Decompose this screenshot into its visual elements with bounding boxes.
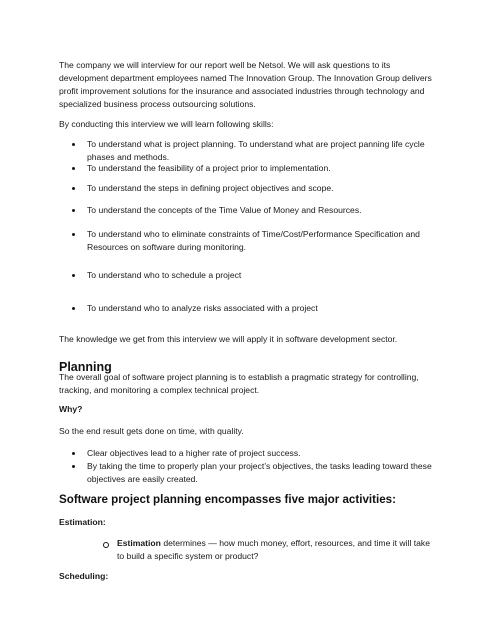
bullet-dot	[72, 143, 75, 146]
knowledge-paragraph: The knowledge we get from this interview we will apply it in software development sector.	[59, 334, 398, 344]
planning-heading: Planning	[59, 360, 112, 374]
skill-item: To understand the concepts of the Time Value of Money and Resources.	[87, 205, 362, 215]
skill-item: To understand who to eliminate constraints of Time/Cost/Performance Specification and Resources on software during monitoring.	[87, 229, 420, 252]
circle-bullet-icon	[103, 542, 109, 548]
skills-intro: By conducting this interview we will learn following skills:	[59, 119, 274, 129]
estimation-term: Estimation	[117, 538, 161, 548]
skill-item: To understand what is project planning. To understand what are project panning life cycle phases and methods.	[87, 139, 425, 162]
bullet-dot	[72, 233, 75, 236]
why-paragraph: So the end result gets done on time, with quality.	[59, 426, 244, 436]
skill-item: To understand who to analyze risks associated with a project	[87, 303, 318, 313]
scheduling-heading: Scheduling:	[59, 571, 109, 581]
planning-paragraph: The overall goal of software project planning is to establish a pragmatic strategy for controlling, tracking, and monitoring a complex technical project.	[59, 372, 419, 395]
estimation-item	[117, 537, 437, 563]
skill-item: To understand the steps in defining project objectives and scope.	[87, 183, 334, 193]
intro-paragraph: The company we will interview for our report well be Netsol. We will ask questions to its development department employees named The Innovation Group. The Innovation Group delivers profit improvement solutions for the insurance and associated industries through technology and specialized business process outsourcing solutions.	[59, 60, 432, 109]
estimation-heading: Estimation:	[59, 517, 106, 527]
bullet-dot	[72, 452, 75, 455]
bullet-dot	[72, 209, 75, 212]
why-point: Clear objectives lead to a higher rate of project success.	[87, 448, 301, 458]
bullet-dot	[72, 307, 75, 310]
estimation-description: determines — how much money, effort, resources, and time it will take to build a specific system or product?	[117, 538, 430, 561]
bullet-dot	[72, 465, 75, 468]
skill-item: To understand the feasibility of a project prior to implementation.	[87, 163, 331, 173]
why-point: By taking the time to properly plan your project’s objectives, the tasks leading toward these objectives are easily created.	[87, 461, 432, 484]
bullet-dot	[72, 274, 75, 277]
bullet-dot	[72, 187, 75, 190]
bullet-dot	[72, 167, 75, 170]
activities-heading: Software project planning encompasses five major activities:	[59, 493, 396, 506]
why-heading: Why?	[59, 404, 83, 414]
skill-item: To understand who to schedule a project	[87, 270, 242, 280]
